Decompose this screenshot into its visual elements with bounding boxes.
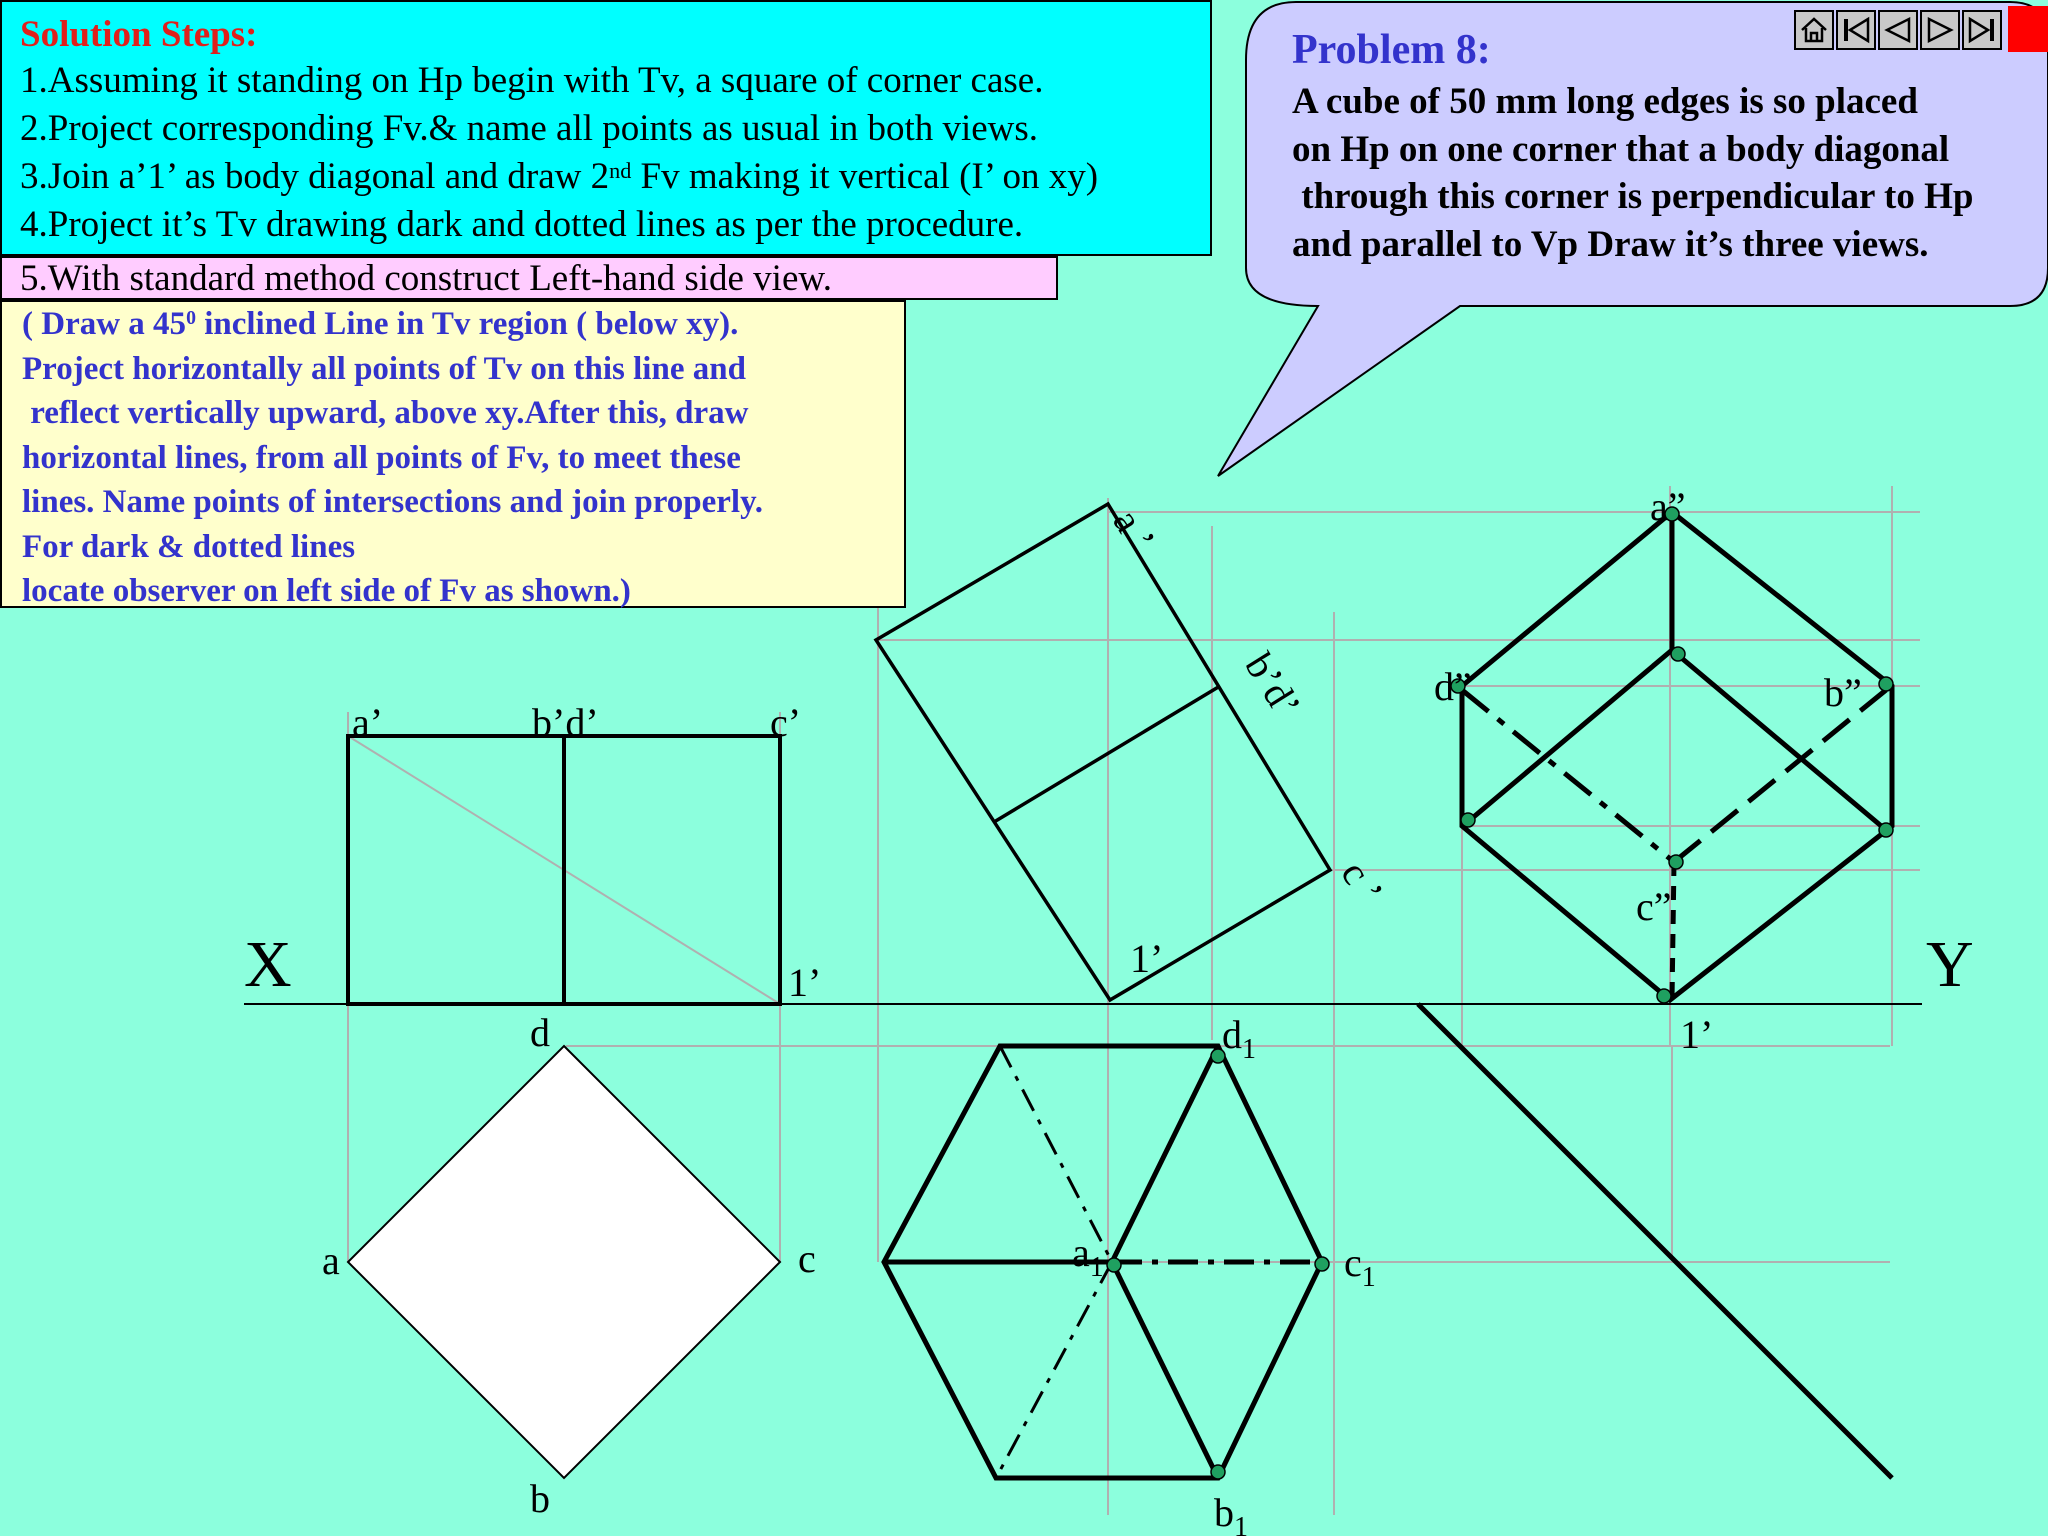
tv1-label-c: c bbox=[798, 1236, 816, 1281]
sv-label-c: c” bbox=[1636, 884, 1672, 929]
problem-title: Problem 8: bbox=[1292, 27, 1491, 73]
problem-line: A cube of 50 mm long edges is so placed bbox=[1292, 81, 1918, 122]
problem-line: through this corner is perpendicular to Hp bbox=[1292, 176, 1974, 217]
slide-navigation-bar bbox=[1794, 10, 2048, 50]
procedure-line-3: reflect vertically upward, above xy.After this, draw bbox=[22, 395, 749, 431]
fv1-label-a: a’ bbox=[352, 700, 384, 745]
solution-step-1: 1.Assuming it standing on Hp begin with Tv, a square of corner case. bbox=[20, 60, 1044, 101]
next-slide-icon bbox=[1922, 12, 1958, 48]
fv2-label-one: 1’ bbox=[1130, 936, 1164, 981]
procedure-line-6: For dark & dotted lines bbox=[22, 528, 356, 565]
solution-step-4: 4.Project it’s Tv drawing dark and dotted lines as per the procedure. bbox=[20, 204, 1024, 245]
first-slide-icon bbox=[1838, 12, 1874, 48]
last-slide-icon bbox=[1964, 12, 2000, 48]
fv2-label-a: a ’ bbox=[1104, 500, 1165, 560]
side-view-hexagon bbox=[1462, 512, 1892, 1000]
tv2-label-c: $c_1$ bbox=[1344, 1240, 1376, 1293]
end-show-button[interactable] bbox=[2008, 6, 2048, 52]
problem-statement bbox=[1292, 78, 2048, 268]
tv1-label-b: b bbox=[530, 1476, 550, 1521]
procedure-line-1: ( Draw a $45^0$ inclined Line in Tv region ( below xy). bbox=[22, 306, 739, 342]
previous-slide-icon bbox=[1880, 12, 1916, 48]
fv1-label-one: 1’ bbox=[788, 960, 822, 1005]
procedure-line-7: locate observer on left side of Fv as shown.) bbox=[22, 573, 631, 609]
fv1-label-c: c’ bbox=[770, 700, 802, 745]
sv-label-d: d” bbox=[1434, 664, 1472, 709]
solution-steps-title: Solution Steps: bbox=[20, 14, 258, 55]
procedure-line-4: horizontal lines, from all points of Fv, to meet these bbox=[22, 439, 741, 476]
procedure-line-5: lines. Name points of intersections and join properly. bbox=[22, 484, 764, 520]
previous-slide-button[interactable] bbox=[1878, 10, 1918, 50]
home-button[interactable] bbox=[1794, 10, 1834, 50]
home-icon bbox=[1796, 12, 1832, 48]
procedure-line-2: Project horizontally all points of Tv on this line and bbox=[22, 350, 746, 387]
sv-label-one: 1’ bbox=[1680, 1012, 1714, 1057]
next-slide-button[interactable] bbox=[1920, 10, 1960, 50]
first-slide-button[interactable] bbox=[1836, 10, 1876, 50]
fv1-label-bd: b’d’ bbox=[532, 700, 599, 745]
solution-step-3: 3.Join a’1’ as body diagonal and draw 2nd Fv making it vertical (I’ on xy) bbox=[20, 156, 1099, 197]
x-axis-label: X bbox=[244, 928, 292, 1001]
last-slide-button[interactable] bbox=[1962, 10, 2002, 50]
fv2-label-c: c ’ bbox=[1332, 852, 1393, 912]
sv-label-a: a” bbox=[1650, 484, 1686, 529]
solution-steps-box bbox=[0, 0, 1212, 256]
solution-step-2: 2.Project corresponding Fv.& name all points as usual in both views. bbox=[20, 108, 1039, 149]
procedure-note-box bbox=[0, 300, 906, 608]
sv-label-b: b” bbox=[1824, 670, 1862, 715]
tv2-label-b: $b_1$ bbox=[1214, 1490, 1248, 1536]
tv2-label-d: $d_1$ bbox=[1222, 1012, 1256, 1065]
miter-line-45deg bbox=[1418, 1004, 1892, 1478]
solution-step-5: 5.With standard method construct Left-hand side view. bbox=[0, 256, 1058, 300]
top-view-1-square bbox=[348, 1046, 780, 1478]
tv2-label-a: $a_1$ bbox=[1072, 1230, 1104, 1283]
front-view-2 bbox=[876, 504, 1330, 1000]
y-axis-label: Y bbox=[1926, 928, 1974, 1001]
fv2-label-bd: b’d’ bbox=[1236, 644, 1310, 726]
tv1-label-a: a bbox=[322, 1238, 340, 1283]
tv1-label-d: d bbox=[530, 1010, 550, 1055]
problem-line: and parallel to Vp Draw it’s three views. bbox=[1292, 223, 1929, 265]
problem-line: on Hp on one corner that a body diagonal bbox=[1292, 128, 1950, 170]
